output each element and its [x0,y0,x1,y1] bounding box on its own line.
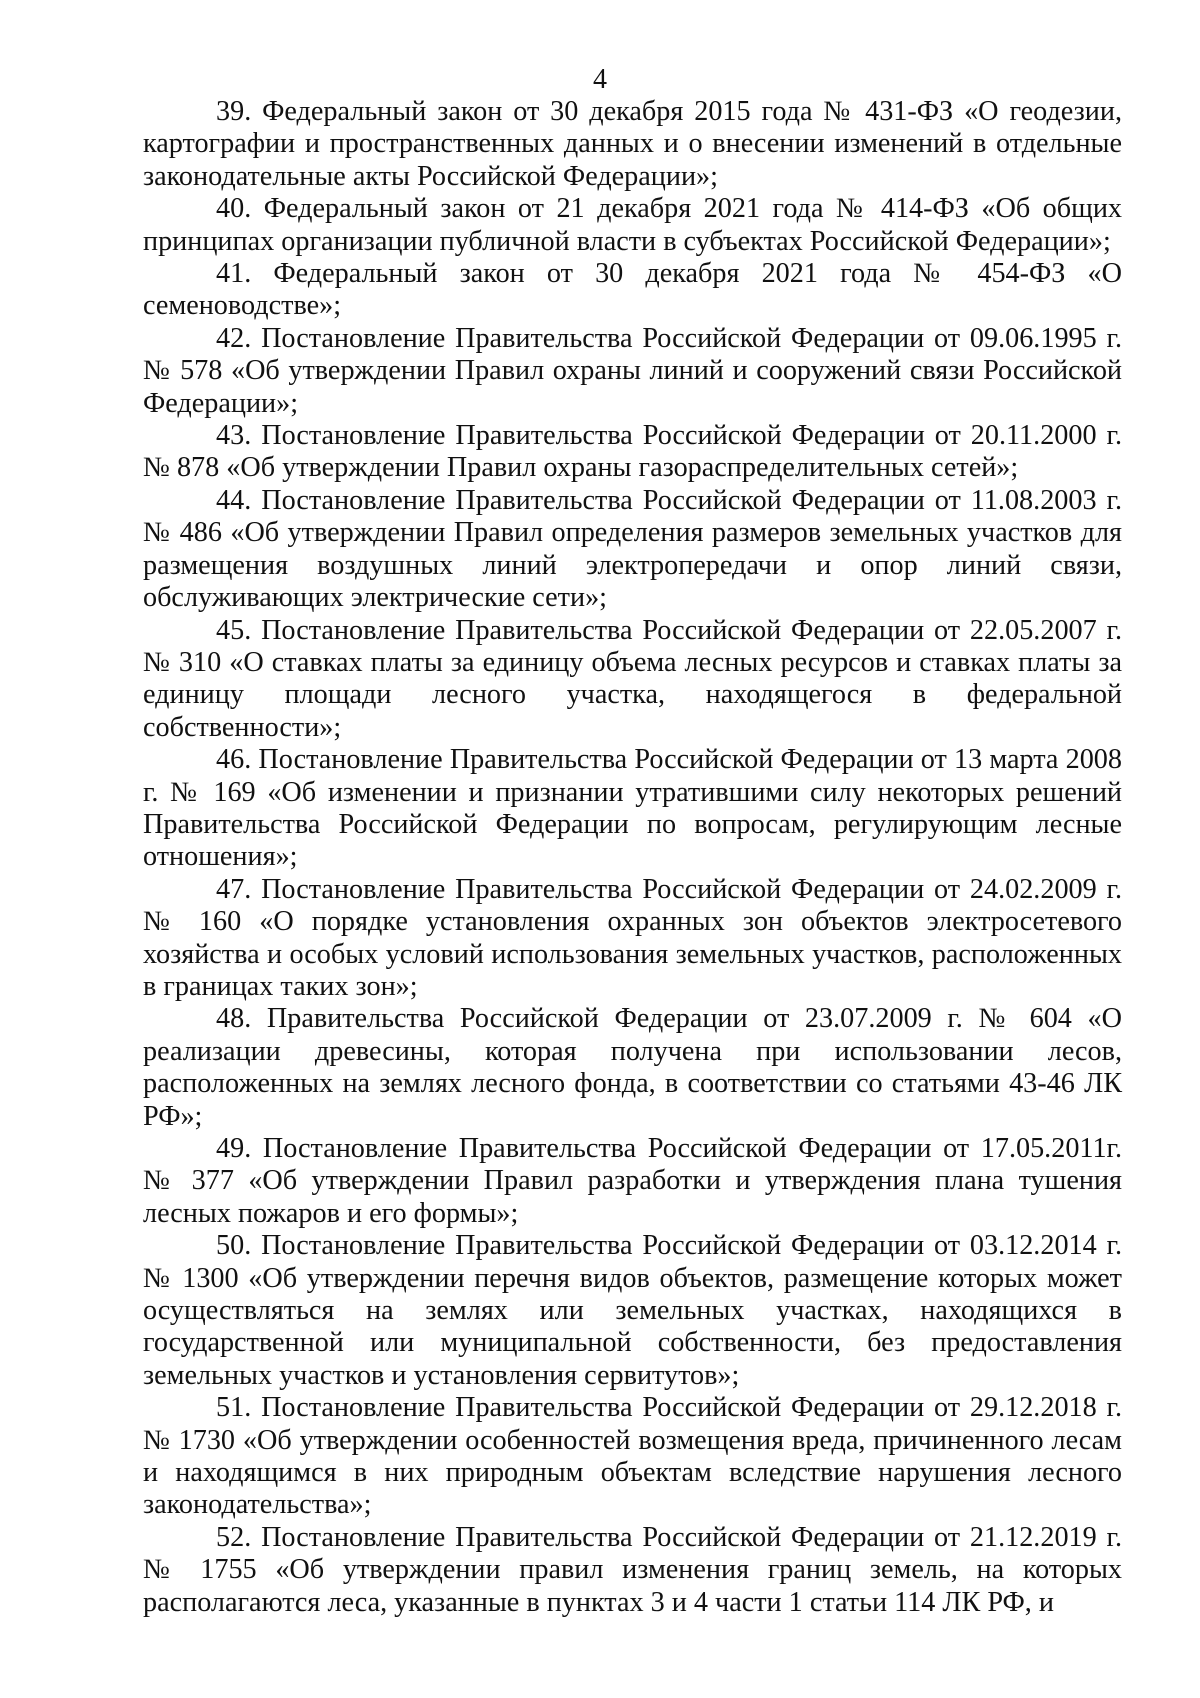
list-item-44: 44. Постановление Правительства Российской Федерации от 11.08.2003 г. № 486 «Об утверждении Правил определения размеров земельных участков для размещения воздушных линий электропередачи и опор линий связи, обслуживающих электрические сети»; [143,484,1122,614]
list-item-51: 51. Постановление Правительства Российской Федерации от 29.12.2018 г. № 1730 «Об утверждении особенностей возмещения вреда, причиненного лесам и находящимся в них природным объектам вследствие нарушения лесного законодательства»; [143,1392,1122,1521]
list-item-45: 45. Постановление Правительства Российской Федерации от 22.05.2007 г. № 310 «О ставках платы за единицу объема лесных ресурсов и ставках платы за единицу площади лесного участка, находящегося в федеральной собственности»; [143,614,1122,743]
list-item-43: 43. Постановление Правительства Российской Федерации от 20.11.2000 г. № 878 «Об утверждении Правил охраны газораспределительных сетей»; [143,420,1122,484]
list-item-50: 50. Постановление Правительства Российской Федерации от 03.12.2014 г. № 1300 «Об утверждении перечня видов объектов, размещение которых может осуществляться на землях или земельных участках, находящихся в государственной или муниципальной собственности, без предоставления земельных участков и установления сервитутов»; [143,1230,1122,1391]
list-item-42: 42. Постановление Правительства Российской Федерации от 09.06.1995 г. № 578 «Об утверждении Правил охраны линий и сооружений связи Российской Федерации»; [143,322,1122,419]
list-item-41: 41. Федеральный закон от 30 декабря 2021 года № 454-ФЗ «О семеноводстве»; [143,258,1122,322]
list-item-48: 48. Правительства Российской Федерации от 23.07.2009 г. № 604 «О реализации древесины, которая получена при использовании лесов, расположенных на землях лесного фонда, в соответствии со статьями 43-46 ЛК РФ»; [143,1003,1122,1132]
list-item-46: 46. Постановление Правительства Российской Федерации от 13 марта 2008 г. № 169 «Об изменении и признании утратившими силу некоторых решений Правительства Российской Федерации по вопросам, регулирующим лесные отношения»; [143,744,1122,873]
page-number: 4 [593,64,607,95]
document-body [143,96,1122,1619]
list-item-40: 40. Федеральный закон от 21 декабря 2021 года № 414-ФЗ «Об общих принципах организации публичной власти в субъектах Российской Федерации»; [143,193,1122,257]
list-item-47: 47. Постановление Правительства Российской Федерации от 24.02.2009 г. № 160 «О порядке установления охранных зон объектов электросетевого хозяйства и особых условий использования земельных участков, расположенных в границах таких зон»; [143,873,1122,1002]
list-item-52: 52. Постановление Правительства Российской Федерации от 21.12.2019 г. № 1755 «Об утверждении правил изменения границ земель, на которых располагаются леса, указанные в пунктах 3 и 4 части 1 статьи 114 ЛК РФ, и [143,1521,1122,1618]
list-item-39: 39. Федеральный закон от 30 декабря 2015 года № 431-ФЗ «О геодезии, картографии и пространственных данных и о внесении изменений в отдельные законодательные акты Российской Федерации»; [143,96,1122,192]
list-item-49: 49. Постановление Правительства Российской Федерации от 17.05.2011г. № 377 «Об утверждении Правил разработки и утверждения плана тушения лесных пожаров и его формы»; [143,1133,1122,1229]
